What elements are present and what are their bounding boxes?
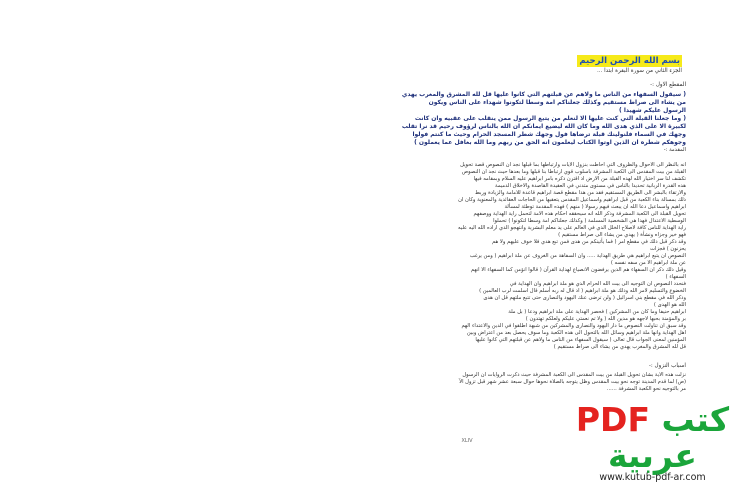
- body-line: فهو خير وجزاه ونشأة ( يهدي من يشاء الى صراط مستقيم ): [558, 232, 686, 238]
- quote-line: ( وما جعلنا القبلة التي كنت عليها الا لنعلم من يتبع الرسول ممن ينقلب على عقبيه وان كانت: [414, 115, 686, 122]
- watermark-brand-part2: PDF: [575, 400, 650, 439]
- body-line: تكشف لنا سر اختيار الله لهذه القبلة من الارض اذ اقترن ذكره بامر ابراهيم عليه السلام وبمقامه فيها: [473, 176, 686, 182]
- body-line: هذه القدرة الربانية تحديدا بالناس في مستوى متدني في العقيدة القاصدة والاخلاق الذميمة: [495, 183, 686, 189]
- body-line: انه بالنظر الى الاحوال والظروف التي احاطت بنزول الايات وارتباطها بما قبلها نجد ان النصوص قصة تحويل: [460, 162, 686, 168]
- revelation-reasons-body: [248, 372, 686, 393]
- body-line: مر بالتوجيه نحو الكعبة المشرفة ......: [606, 386, 686, 392]
- section-heading-1: المقطع الاول :-: [650, 82, 686, 88]
- body-line: تحويل القبلة الى الكعبة المشرفة وذكر الله انه سيحققه احكام هذه الامة لتحمل راية الهداية ووصفهم: [473, 211, 686, 217]
- section-heading-2: اسباب النزول :-: [648, 363, 686, 369]
- body-line: اهل الهداية وانها ملة ابراهيم وسائل الله بالتحول الى هذه الكعبة وما سوف يحصل بعد من اعتراض وبين: [466, 330, 686, 336]
- body-line: (ص) لما قدم المدينة توجه نحو بيت المقدس وظل يتوجه بالصلاة نحوها حوال سبعة عشر شهر قبل تزول الآ: [459, 379, 686, 385]
- basmala-heading: بسم الله الرحمن الرحيم: [579, 56, 680, 66]
- body-line: وقد سبق ان تناولت النصوص ما دار اليهود والنصارى والمشركين من شبهة اطلقوا في الدين والاعتداء الهم: [461, 323, 686, 329]
- quote-line: من يشاء الى صراط مستقيم وكذلك جعلناكم امة وسطا لتكونوا شهداء على الناس ويكون: [428, 99, 686, 106]
- body-line: الوسطية الاعتدال فهذا هي الشخصية المسلمة ( وكذلك جعلناكم امة وسطا لتكونوا ) تحملوا: [493, 218, 686, 224]
- body-line: نزلت هذه الاية بشان تحويل القبلة من بيت المقدس الى الكعبة المشرفة حيث ذكرت الروايات ان الرسول: [462, 372, 686, 378]
- body-line: ابراهيم حنيفا وما كان من المشركين ) فحصر الهداية على ملة ابراهيم ودعا ( بل ملة: [508, 309, 686, 315]
- body-line: السفهاء ): [665, 274, 686, 280]
- quote-line: لكبيرة الا على الذي هدى الله وما كان الله ليضيع ايمانكم ان الله بالناس لرؤوف رحيم قد نرا تقلب: [401, 123, 686, 130]
- body-line: وقيل ذلك ذكر ان السفهاء هم الذين يرفضون الانصياع لهداية القرآن ( قالوا انؤمن كما السفهاء الا انهم: [470, 267, 686, 273]
- quote-line: وجوهكم شطره ان الذين اوتوا الكتاب ليعلمون انه الحق من ربهم وما الله بغافل عما يعملون ): [414, 139, 686, 146]
- body-line: والارتقاء بالبشر الى الطريق المستقيم فقد من هذا مقطع قصة ابراهيم قاعدة للامامة والزيادة وربط: [475, 190, 686, 196]
- quran-quote: [248, 91, 686, 147]
- quote-line: ( سيقول السفهاء من الناس ما ولاهم عن قبلتهم التي كانوا عليها قل لله المشرق والمغرب يهدي: [401, 91, 686, 98]
- intro-heading: المقدمة :-: [663, 147, 686, 153]
- body-line: وقد ذكر قبل ذلك في مقطع امر ( فما يأتينكم من هدى فمن تبع هدي فلا خوف عليهم ولا هم: [492, 239, 686, 245]
- body-line: المؤمنين لمعنى الجواب قال تعالى ( سيقول السفهاء من الناس ما ولاهم عن قبلتهم التي كانوا عليها: [475, 337, 686, 343]
- body-line: راية الهداية للناس كافة لاصلاح الخلل الذي في العالم على يد معلم البشرية وانتهجو الذي اراده الله اليه عليه: [457, 225, 686, 231]
- body-line: ذلك بمسالة بناء الكعبة من قبل ابراهيم واسماعيل المقدس يتعقبها من الحاجات العقائدية والمعنوية وكان ان: [458, 197, 686, 203]
- body-line: يحزنون ) فجزات: [650, 246, 686, 252]
- body-line: فنحدد النصوص ان التوجيه الى بيت الله الحرام الذي هو ملة ابراهيم وان الهداية في: [509, 281, 686, 287]
- watermark-logo: [560, 402, 745, 483]
- body-line: القبلة من بيت المقدس الى الكعبة المشرفة باسلوب قوي ارتباطا بنا قبلها وما بعدها حيث نجد ان النصوص: [461, 169, 686, 175]
- intro-body: [248, 162, 686, 351]
- body-line: قل لله المشرق والمغرب يهدي من يشاء الى صراط مستقيم ): [553, 344, 686, 350]
- body-line: الخضوع والتسليم لامر الله وذلك هو ملة ابراهيم ( اذ قال له ربه أسلم قال اسلمت لرب العالمين ): [479, 288, 686, 294]
- body-line: بر والمؤمنة بحبها لاجهه هو مدين الله ( ولا تم نعمتي عليكم ولعلكم تهتدون ): [525, 316, 686, 322]
- watermark-url[interactable]: www.kutub-pdf-ar.com: [599, 472, 706, 483]
- document-subtitle: الجزء الثاني من سورة البقرة ابتدا ...: [596, 68, 682, 74]
- watermark-brand: [560, 402, 745, 474]
- body-line: النصوص ان يتبع ابراهيم هي طريق الهداية ..... وان السفاهة من الغروف عن ملة ابراهيم ( ومن يرغب: [469, 253, 686, 259]
- body-line: ابراهيم واسماعيل دعا الله ان يبعث فيهم رسولا ( منهم ) فهذه المقدمة توطئة لمسألة: [504, 204, 686, 210]
- quote-line: الرسول عليكم شهيدا ): [619, 107, 686, 114]
- body-line: عن ملة ابراهيم الا من سفه نفسه ): [610, 260, 686, 266]
- watermark-brand-part1: كتب: [661, 400, 730, 439]
- body-line: وذكر الله في مقطع بني اسرائيل ( ولن ترضى عنك اليهود والنصارى حتى تتبع ملتهم قل ان هدى: [483, 295, 686, 301]
- watermark-brand-part3: عربية: [608, 436, 697, 475]
- quote-line: وجهك في السماء فلنولينك قبلة ترضاها فول وجهك شطر المسجد الحرام وحيث ما كنتم فولوا: [412, 131, 686, 138]
- page-number: XLIV: [461, 438, 473, 444]
- body-line: الله هو الهدى ): [653, 302, 686, 308]
